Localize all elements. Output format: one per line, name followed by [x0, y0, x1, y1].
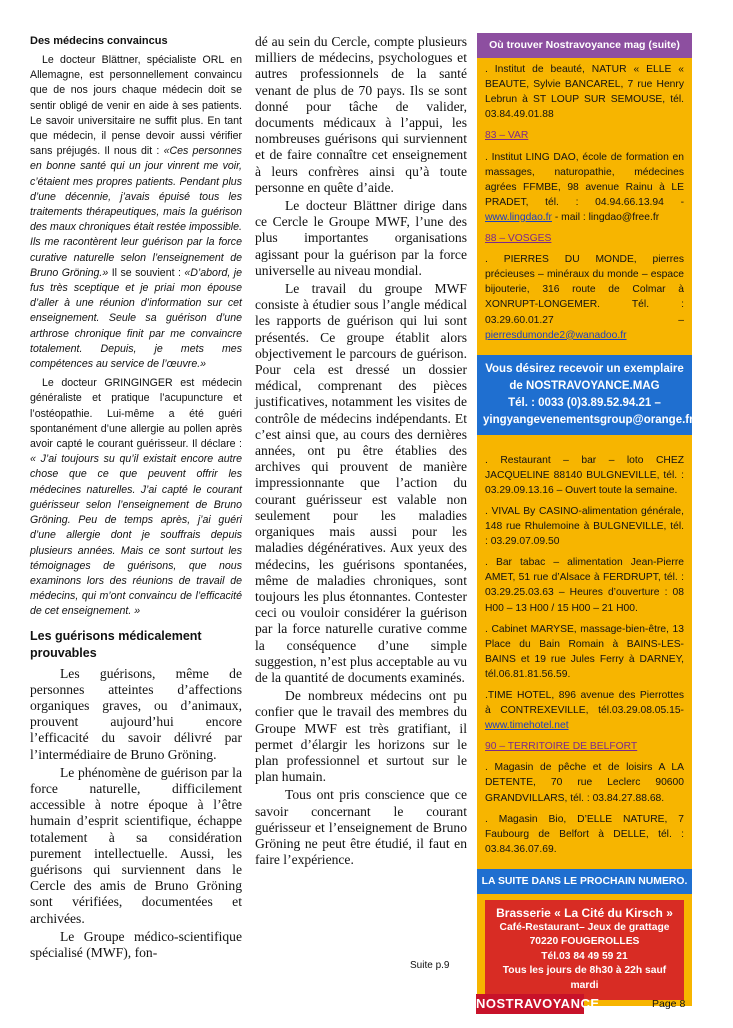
department-label: 83 – VAR	[485, 130, 529, 142]
page-number: Page 8	[652, 998, 686, 1010]
listing-entry: . Cabinet MARYSE, massage-bien-être, 13 Place du Bain Romain à BAINS-LES-BAINS et 19 rue Jules Ferry à DARNEY, tél.06.81.81.56.59.	[485, 623, 684, 680]
paragraph: dé au sein du Cercle, compte plusieurs milliers de médecins, psychologues et autres professionnels de la santé venant de plus de 70 pays. Ils se sont donné pour tâche de valider, documents médicaux à l’appui, les nombreuses guérisons qui surviennent et de faire connaître cet enseignement à leurs confrères ainsi qu’à toute personne en quête d’aide.	[255, 34, 467, 195]
email-link[interactable]: pierresdumonde2@wanadoo.fr	[485, 329, 627, 341]
middle-column	[255, 34, 467, 870]
left-column	[30, 34, 242, 963]
section-heading: Les guérisons médicalement prouvables	[30, 628, 202, 660]
subscription-box: Vous désirez recevoir un exemplaire de NOSTRAVOYANCE.MAG Tél. : 0033 (0)3.89.52.94.21 – yingyangevenementsgroup@orange.fr	[477, 355, 692, 435]
listing-block	[477, 58, 692, 355]
section-heading: Des médecins convaincus	[30, 35, 168, 47]
listing-entry: . Institut LING DAO, école de formation en massages, naturopathie, médecines agrées FFMBE, 98 avenue Rainu à LE PRADET, tél. : 04.94.66.13.94 - www.lingdao.fr - mail : lingdao@free.fr	[485, 151, 684, 223]
listing-entry: . Restaurant – bar – loto CHEZ JACQUELINE 88140 BULGNEVILLE, tél. : 03.29.09.13.16 – Ouvert toute la semaine.	[485, 454, 684, 496]
paragraph: Le docteur Blättner dirige dans ce Cercle le Groupe MWF, l’une des plus importantes organisations agissant pour la guérison par la force universelle au niveau mondial.	[255, 198, 467, 278]
listing-entry: . PIERRES DU MONDE, pierres précieuses – minéraux du monde – espace bijouterie, 316 route de Colmar à XONRUPT-LONGEMER. Tél. : 03.29.60.01.27 – pierresdumonde2@wanadoo.fr	[485, 254, 684, 341]
paragraph: De nombreux médecins ont pu confier que le travail des membres du Groupe MWF est très gratifiant, il permet d’élargir les horizons sur le plan professionnel et surtout sur le plan humain.	[255, 688, 467, 785]
sidebar-header: Où trouver Nostravoyance mag (suite)	[477, 33, 692, 58]
listing-entry: . Institut de beauté, NATUR « ELLE « BEAUTE, Sylvie BANCAREL, 7 rue Henry Lebrun à ST LOUP SUR SEMOUSE, tél. 03.84.49.01.88	[485, 64, 684, 121]
paragraph: Le Groupe médico-scientifique spécialisé (MWF), fon-	[30, 928, 242, 960]
listing-entry: . Bar tabac – alimentation Jean-Pierre AMET, 51 rue d’Alsace à FERDRUPT, tél. : 03.29.25.03.63 – Heures d’ouverture : 08 H00 – 13 H00 / 15 H00 – 21 H00.	[485, 557, 684, 614]
sidebar	[477, 33, 692, 1006]
paragraph: Tous ont pris conscience que ce savoir concernant le courant guérisseur et l’enseignement de Bruno Gröning ne peut être étudié, il faut en faire l’expérience.	[255, 787, 467, 868]
listing-entry: . Magasin de pêche et de loisirs A LA DETENTE, 70 rue Leclerc 90600 GRANDVILLARS, tél. : 03.84.27.88.68.	[485, 762, 684, 804]
paragraph: Le docteur GRINGINGER est médecin généraliste et pratique l’acupuncture et l’ostéopathie. Lui-même a été guéri spontanément d’une allergie au pollen après avoir capté le courant guérisseur. Il déclare : « J’ai toujours su qu’il existait encore autre chose que ce que peuvent offrir les médecines naturelles. J’ai capté le courant guérisseur selon l’enseignement de Bruno Gröning. Peu de temps après, j’ai guéri d’une allergie dont je souffrais depuis plusieurs années. Mais ce sont surtout les témoignages de guérisons, que nous examinons lors des réunions de travail de médecins, qui m’ont convaincu de l’efficacité de cet enseignement. »	[30, 377, 242, 618]
department-label: 90 – TERRITOIRE DE BELFORT	[485, 741, 638, 753]
listing-block	[477, 449, 692, 869]
website-link[interactable]: www.lingdao.fr	[485, 211, 552, 223]
brasserie-ad: Brasserie « La Cité du Kirsch » Café-Restaurant– Jeux de grattage 70220 FOUGEROLLES Tél.03 84 49 59 21 Tous les jours de 8h30 à 22h sauf mardi	[485, 900, 684, 1000]
paragraph: Les guérisons, même de personnes atteintes d’affections organiques graves, ou d’animaux, prouvent aujourd’hui encore l’efficacité du savoir délivré par l’intermédiaire de Bruno Gröning.	[30, 665, 242, 762]
listing-entry: . Magasin Bio, D’ELLE NATURE, 7 Faubourg de Belfort à DELLE, tél. : 03.84.36.07.69.	[485, 813, 684, 855]
paragraph: Le phénomène de guérison par la force naturelle, difficilement accessible à notre époque à l’être humain d’esprit scientifique, échappe totalement à sa considération purement intellectuelle. Aussi, les guérisons qui surviennent dans le Cercle des amis de Bruno Gröning sont vérifiées, documentées et archivées.	[30, 764, 242, 926]
website-link[interactable]: www.timehotel.net	[485, 720, 569, 732]
continued-banner: LA SUITE DANS LE PROCHAIN NUMERO.	[477, 869, 692, 894]
listing-entry: . VIVAL By CASINO-alimentation générale, 148 rue Rhulemoine à BULGNEVILLE, tél. : 03.29.07.09.50	[485, 505, 684, 548]
paragraph: Le travail du groupe MWF consiste à étudier sous l’angle médical les rapports de guérison qui lui sont présentés. Ce groupe établit alors objectivement le parcours de guérison. Pour cela est dressé un dossier médical, comprenant des pièces justificatives, notamment les visites de contrôle de médecins indépendants. Et c’est ainsi que, au cours des dernières années, ont pu être établies des archives qui prouvent de manière impressionnante que l’action du courant guérisseur est valable non seulement pour les maladies organiques mais aussi pour les maladies dégénératives. Aux yeux des médecins, les guérisons spontanées, même de maladies chroniques, sont toujours les plus étonnantes. Contester ceci ou vouloir considérer la guérison par la force naturelle curative comme la conséquence d’une simple suggestion, n’est plus acceptable au vu de la quantité de documents examinés.	[255, 281, 467, 685]
listing-entry: .TIME HOTEL, 896 avenue des Pierrottes à CONTREXEVILLE, tél.03.29.08.05.15- www.timehotel.net	[485, 690, 684, 732]
department-label: 88 – VOSGES	[485, 233, 552, 245]
continued-note: Suite p.9	[410, 960, 450, 971]
magazine-logo: NOSTRAVOYANCE	[476, 994, 584, 1014]
paragraph: Le docteur Blättner, spécialiste ORL en Allemagne, est personnellement convaincu que de nos jours chaque médecin doit se sentir obligé de venir en aide à ses patients. Le savoir universitaire ne suffit plus. En tant que médecin, il pense devoir aussi vérifier sans préjugés. Il nous dit : «Ces personnes en bonne santé qui un jour vinrent me voir, c’étaient mes propres patients. Pendant plus d’une décennie, j’avais épuisé tous les traitements thérapeutiques, mais la guérison des maux chroniques était restée impossible. Ils me racontèrent leur guérison par la force curative naturelle selon l’enseignement de Bruno Gröning.» Il se souvient : «D’abord, je fus très sceptique et je priai mon épouse d’aller à une réunion d’information sur cet enseignement. Seule sa guérison d’une arthrose chronique finit par me convaincre totalement. Depuis, je mets mes compétences au service de l’œuvre.»	[30, 54, 242, 371]
